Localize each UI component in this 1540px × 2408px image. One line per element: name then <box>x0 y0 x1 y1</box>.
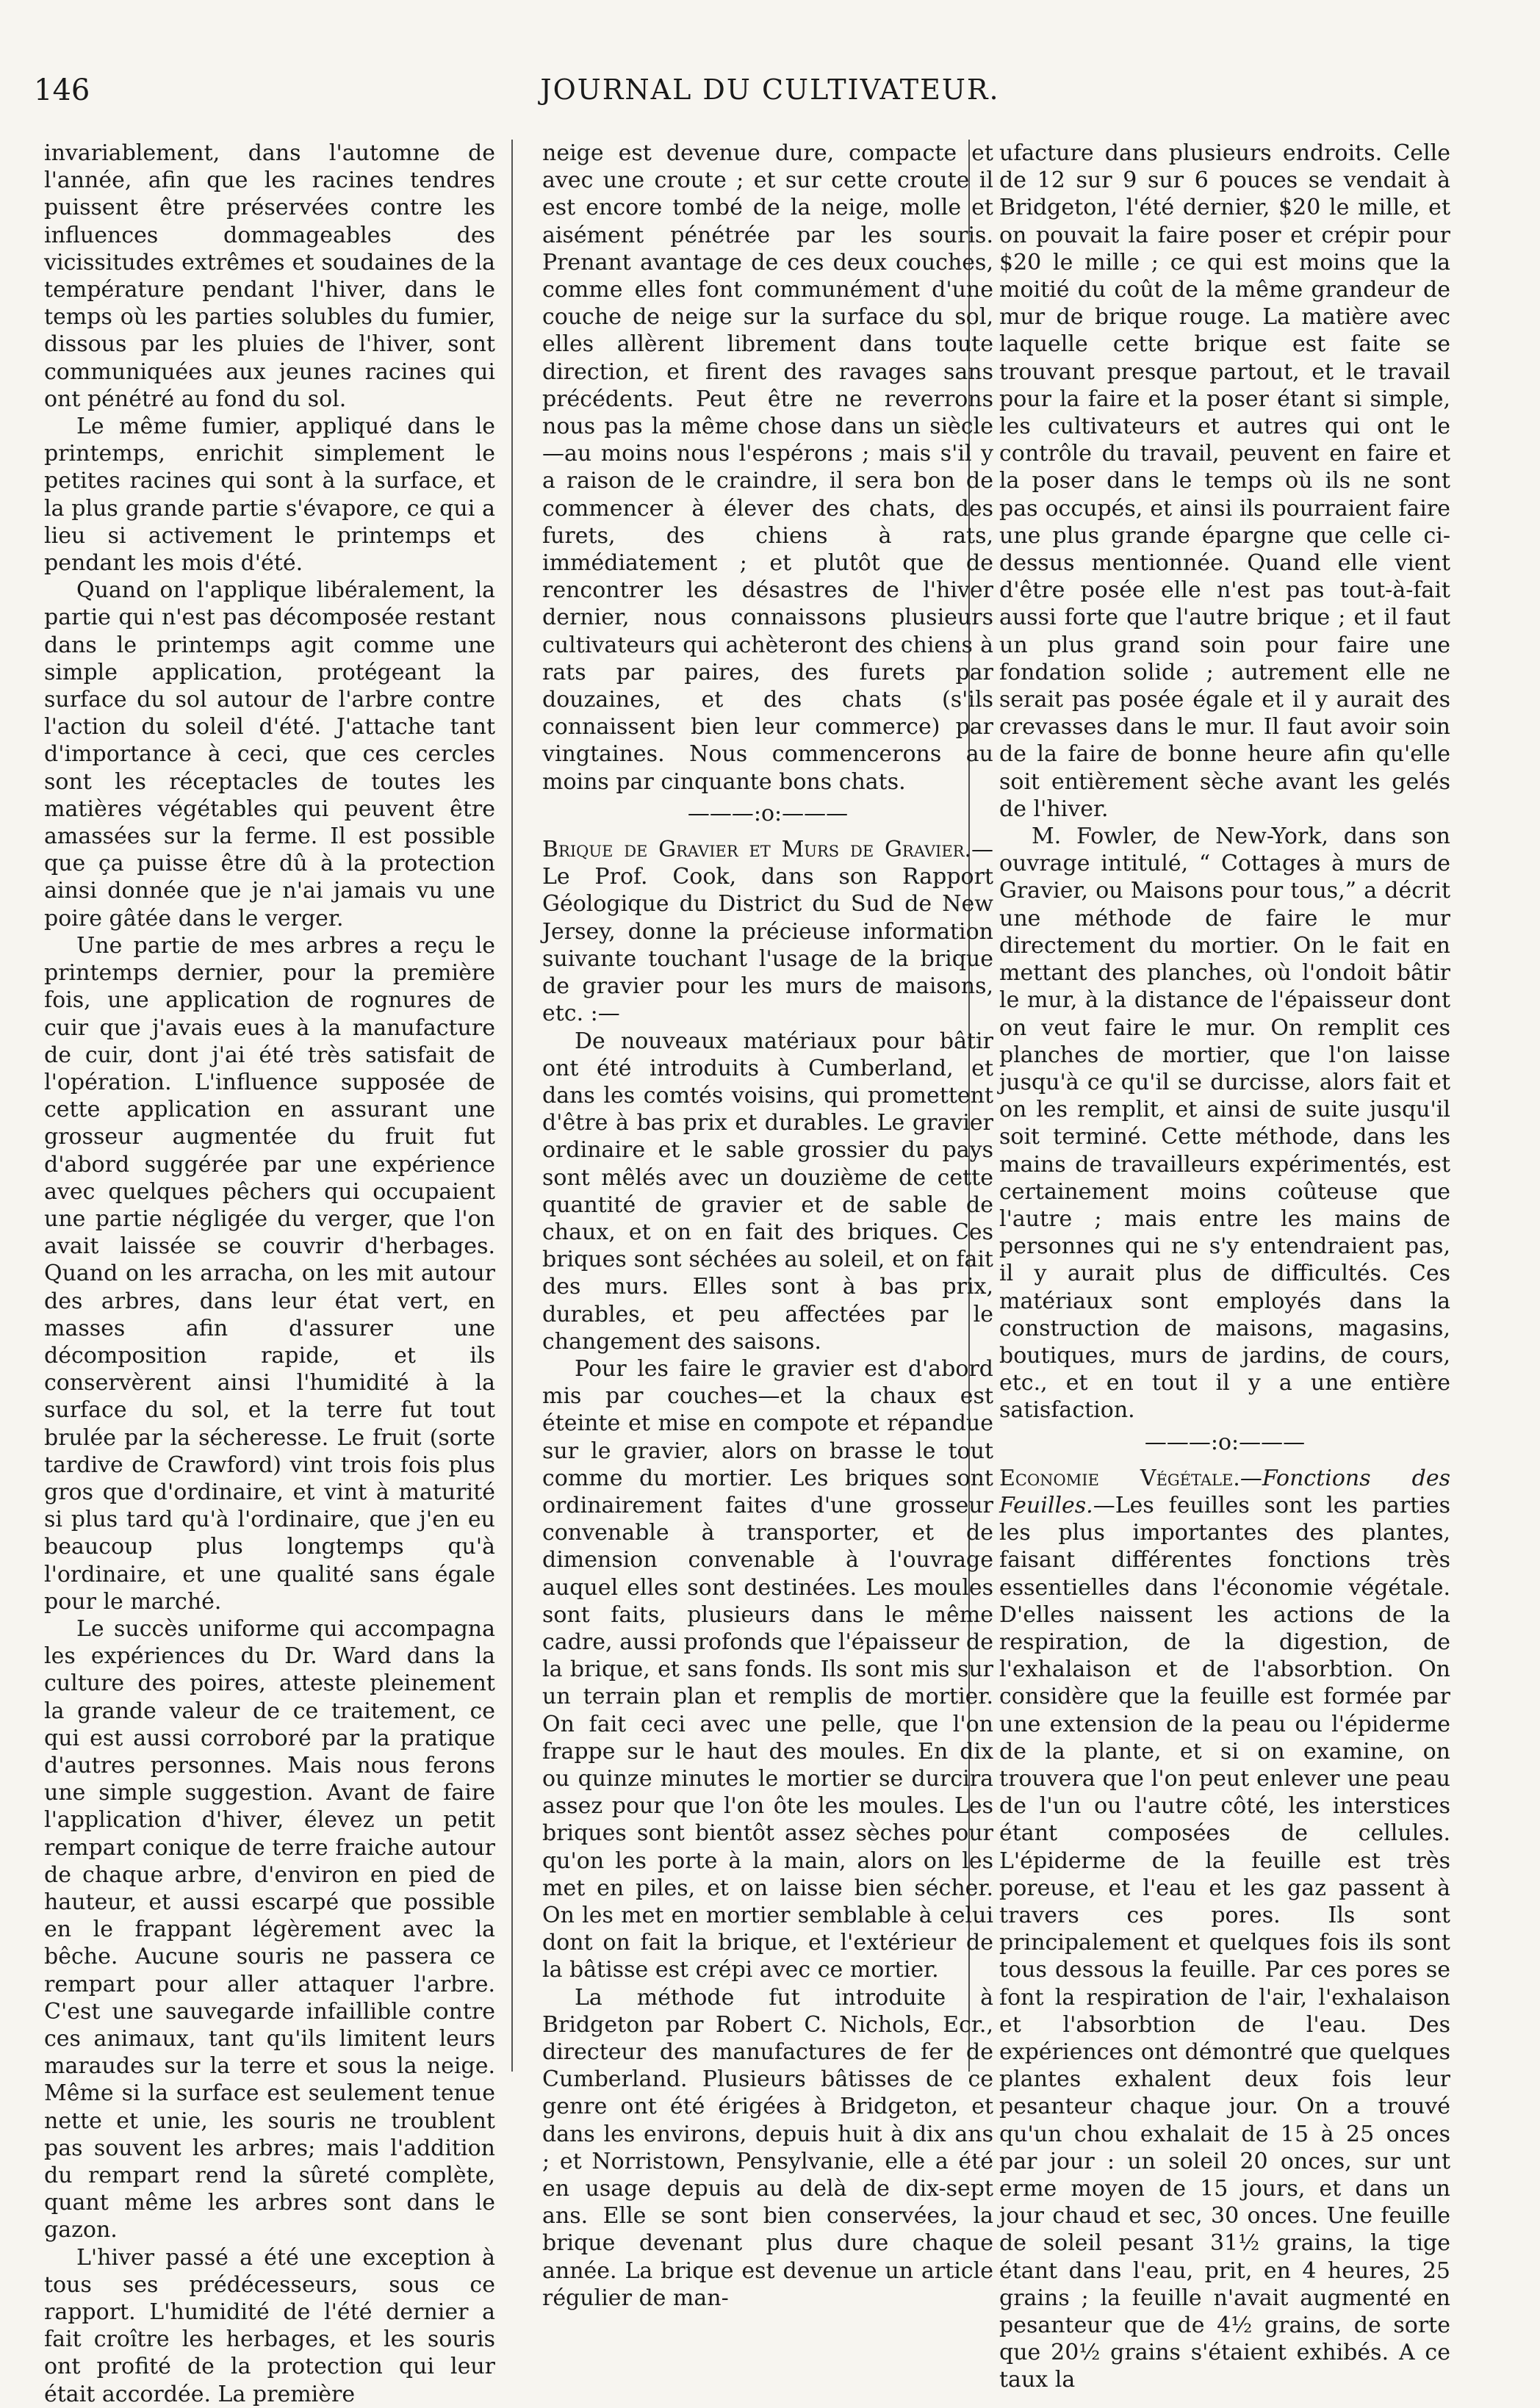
page-header <box>34 73 1506 118</box>
article-heading: Economie Végétale. <box>999 1465 1240 1491</box>
article-subheading: —Fonctions des Feuilles. <box>999 1465 1450 1518</box>
paragraph: Le succès uniforme qui accompagna les expériences du Dr. Ward dans la culture des poires, atteste pleinement la grande valeur de ce traitement, ce qui est aussi corroboré par la pratique d'autres personnes. Mais nous ferons une simple suggestion. Avant de faire l'application d'hiver, élevez un petit rempart conique de terre fraiche autour de chaque arbre, d'environ en pied de hauteur, et aussi escarpé que possible en le frappant légèrement avec la bêche. Aucune souris ne passera ce rempart pour aller attaquer l'arbre. C'est une sauvegarde infaillible contre ces animaux, tant qu'ils limitent leurs maraudes sur la terre et sous la neige. Même si la surface est seulement tenue nette et unie, les souris ne troublent pas souvent les arbres; mais l'addition du rempart rend la sûreté complète, quant même les arbres sont dans le gazon. <box>44 1615 495 2243</box>
paragraph: neige est devenue dure, compacte et avec une croute ; et sur cette croute il est encore tombé de la neige, molle et aisément pénétrée par les souris. Prenant avantage de ces deux couches, comme elles font communément d'une couche de neige sur la surface du sol, elles allèrent librement dans toute direction, et firent des ravages sans précédents. Peut être ne reverrons nous pas la même chose dans un siècle—au moins nous l'espérons ; mais s'il y a raison de le craindre, il sera bon de commencer à élever des chats, des furets, des chiens à rats, immédiatement ; et plutôt que de rencontrer les désastres de l'hiver dernier, nous connaissons plusieurs cultivateurs qui achèteront des chiens à rats par paires, des furets par douzaines, et des chats (s'ils connaissent bien leur commerce) par vingtaines. Nous commencerons au moins par cinquante bons chats. <box>542 140 993 795</box>
paragraph: Pour les faire le gravier est d'abord mis par couches—et la chaux est éteinte et mise en compote et répandue sur le gravier, alors on brasse le tout comme du mortier. Les briques sont ordinairement faites d'une grosseur convenable à transporter, et de dimension convenable à l'ouvrage auquel elles sont destinées. Les moules sont faits, plusieurs dans le même cadre, aussi profonds que l'épaisseur de la brique, et sans fonds. Ils sont mis sur un terrain plan et remplis de mortier. On fait ceci avec une pelle, que l'on frappe sur le haut des moules. En dix ou quinze minutes le mortier se durcira assez pour que l'on ôte les moules. Les briques sont bientôt assez sèches pour qu'on les porte à la main, alors on les met en piles, et on laisse bien sécher. On les met en mortier semblable à celui dont on fait la brique, et l'extérieur de la bâtisse est crépi avec ce mortier. <box>542 1355 993 1983</box>
column-1 <box>44 140 495 2407</box>
column-3 <box>999 140 1450 2393</box>
section-separator: ———:o:——— <box>1144 1429 1306 1455</box>
paragraph: ufacture dans plusieurs endroits. Celle de 12 sur 9 sur 6 pouces se vendait à Bridgeton, l'été dernier, $20 le mille, et on pouvait la faire poser et crépir pour $20 le mille ; ce qui est moins que la moitié du coût de la même grandeur de mur de brique rouge. La matière avec laquelle cette brique est faite se trouvant presque partout, et le travail pour la faire et la poser étant si simple, les cultivateurs et autres qui ont le contrôle du travail, peuvent en faire et la poser dans le temps où ils ne sont pas occupés, et ainsi ils pourraient faire une plus grande épargne que celle ci-dessus mentionnée. Quand elle vient d'être posée elle n'est pas tout-à-fait aussi forte que l'autre brique ; et il faut un plus grand soin pour faire une fondation solide ; autrement elle ne serait pas posée égale et il y aurait des crevasses dans le mur. Il faut avoir soin de la faire de bonne heure afin qu'elle soit entièrement sèche avant les gelés de l'hiver. <box>999 140 1450 822</box>
paragraph: De nouveaux matériaux pour bâtir ont été introduits à Cumberland, et dans les comtés voisins, qui promettent d'être à bas prix et durables. Le gravier ordinaire et le sable grossier du pays sont mêlés avec un douzième de cette quantité de gravier et de sable de chaux, et on en fait des briques. Ces briques sont séchées au soleil, et on fait des murs. Elles sont à bas prix, durables, et peu affectées par le changement des saisons. <box>542 1028 993 1355</box>
paragraph: L'hiver passé a été une exception à tous ses prédécesseurs, sous ce rapport. L'humidité de l'été dernier a fait croître les herbages, et les souris ont profité de la protection qui leur était accordée. La première <box>44 2244 495 2407</box>
paragraph: Le même fumier, appliqué dans le printemps, enrichit simplement le petites racines qui sont à la surface, et la plus grande partie s'évapore, ce qui a lieu si activement le printemps et pendant les mois d'été. <box>44 414 495 577</box>
section-separator: ———:o:——— <box>687 800 849 826</box>
page-number: 146 <box>34 73 90 107</box>
running-title: JOURNAL DU CULTIVATEUR. <box>540 73 1000 106</box>
column-rule <box>511 140 513 2072</box>
article-heading-paragraph <box>999 1465 1450 2394</box>
paragraph: Une partie de mes arbres a reçu le printemps dernier, pour la première fois, une application de rognures de cuir que j'avais eues à la manufacture de cuir, dont j'ai été très satisfait de l'opération. L'influence supposée de cette application en assurant une grosseur augmentée du fruit fut d'abord suggérée par une expérience avec quelques pêchers qui occupaient une partie négligée du verger, que l'on avait laissée se couvrir d'herbages. Quand on les arracha, on les mit autour des arbres, dans leur état vert, en masses afin d'assurer une décomposition rapide, et ils conservèrent ainsi l'humidité à la surface du sol, et la terre fut tout brulée par la sécheresse. Le fruit (sorte tardive de Crawford) vint trois fois plus gros que d'ordinaire, et vint à maturité si plus tard qu'à l'ordinaire, que j'en eu beaucoup plus longtemps qu'à l'ordinaire, et une qualité sans égale pour le marché. <box>44 932 495 1615</box>
column-2 <box>542 140 993 2311</box>
paragraph: La méthode fut introduite à Bridgeton par Robert C. Nichols, Ecr., directeur des manufactures de fer de Cumberland. Plusieurs bâtisses de ce genre ont été érigées à Bridgeton, et dans les environs, depuis huit à dix ans ; et Norristown, Pensylvanie, elle a été en usage depuis au delà de dix-sept ans. Elle se sont bien conservées, la brique devenant plus dure chaque année. La brique est devenue un article régulier de man- <box>542 1984 993 2311</box>
article-heading-paragraph <box>542 836 993 1027</box>
article-body: —Les feuilles sont les parties les plus importantes des plantes, faisant différentes fonctions très essentielles dans l'économie végétale. D'elles naissent les actions de la respiration, de la digestion, de l'exhalaison et de l'absorbtion. On considère que la feuille est formée par une extension de la peau ou l'épiderme de la plante, et si on examine, on trouvera que l'on peut enlever une peau de l'un ou l'autre côté, les interstices étant composées de cellules. L'épiderme de la feuille est très poreuse, et l'eau et les gaz passent à travers ces pores. Ils sont principalement et quelques fois ils sont tous dessous la feuille. Par ces pores se font la respiration de l'air, l'exhalaison et l'absorbtion de l'eau. Des expériences ont démontré que quelques plantes exhalent deux fois leur pesanteur chaque jour. On a trouvé qu'un chou exhalait de 15 à 25 onces par jour : un soleil 20 onces, sur unt erme moyen de 15 jours, et dans un jour chaud et sec, 30 onces. Une feuille de soleil pesant 31½ grains, la tige étant dans l'eau, prit, en 4 heures, 25 grains ; la feuille n'avait augmenté en pesanteur que de 4½ grains, de sorte que 20½ grains s'étaient exhibés. A ce taux la <box>999 1492 1450 2393</box>
paragraph: Quand on l'applique libéralement, la partie qui n'est pas décomposée restant dans le printemps agit comme une simple application, protégeant la surface du sol autour de l'arbre contre l'action du soleil d'été. J'attache tant d'importance à ceci, que ces cercles sont les réceptacles de toutes les matières végétables qui peuvent être amassées sur la ferme. Il est possible que ça puisse être dû à la protection ainsi donnée que je n'ai jamais vu une poire gâtée dans le verger. <box>44 577 495 931</box>
article-heading: Brique de Gravier et Murs de Gravier. <box>542 837 971 863</box>
paragraph: M. Fowler, de New-York, dans son ouvrage intitulé, “ Cottages à murs de Gravier, ou Maisons pour tous,” a décrit une méthode de faire le mur directement du mortier. On le fait en mettant des planches, où l'ondoit bâtir le mur, à la distance de l'épaisseur dont on veut faire le mur. On remplit ces planches de mortier, que l'on laisse jusqu'à ce qu'il se durcisse, alors fait et on les remplit, et ainsi de suite jusqu'il soit terminé. Cette méthode, dans les mains de travailleurs expérimentés, est certainement moins coûteuse que l'autre ; mais entre les mains de personnes qui ne s'y entendraient pas, il y aurait plus de difficultés. Ces matériaux sont employés dans la construction de maisons, magasins, boutiques, murs de jardins, de cours, etc., et en tout il y a une entière satisfaction. <box>999 823 1450 1424</box>
article-intro: —Le Prof. Cook, dans son Rapport Géologique du District du Sud de New Jersey, donne la précieuse information suivante touchant l'usage de la brique de gravier pour les murs de maisons, etc. :— <box>542 837 993 1027</box>
paragraph: invariablement, dans l'automne de l'année, afin que les racines tendres puissent être préservées contre les influences dommageables des vicissitudes extrêmes et soudaines de la température pendant l'hiver, dans le temps où les parties solubles du fumier, dissous par les pluies de l'hiver, sont communiquées aux jeunes racines qui ont pénétré au fond du sol. <box>44 140 495 412</box>
